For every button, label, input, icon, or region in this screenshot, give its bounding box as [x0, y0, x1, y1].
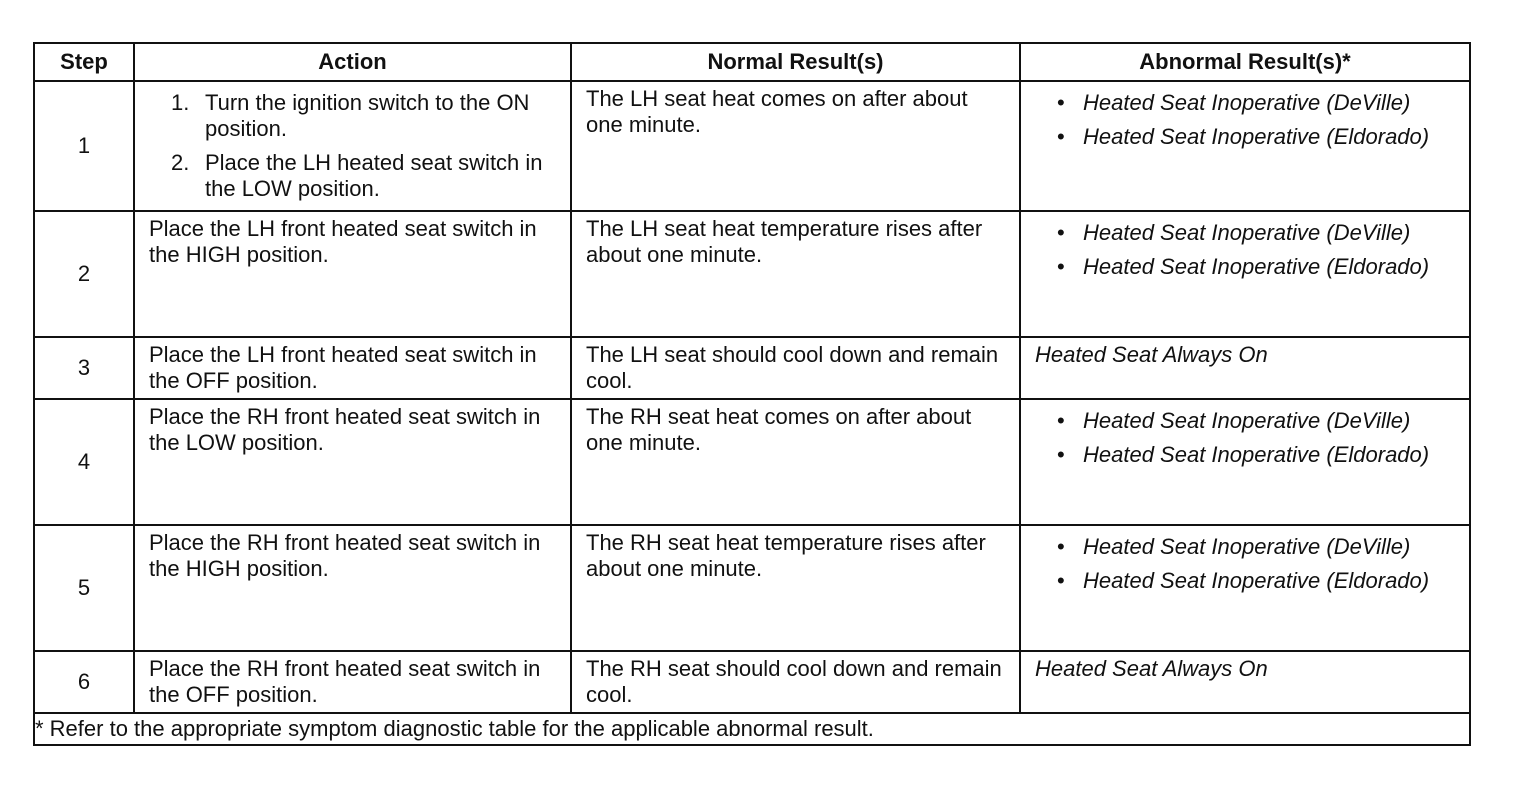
table-row [34, 399, 1470, 525]
action-text: Place the RH front heated seat switch in the OFF position. [149, 656, 541, 707]
diagnostic-table [33, 42, 1471, 746]
abnormal-result-cell [1020, 651, 1470, 713]
table-row [34, 81, 1470, 211]
abnormal-link-text: Heated Seat Inoperative (Eldorado) [1083, 124, 1430, 149]
normal-result-cell [571, 651, 1020, 713]
abnormal-list-item [1057, 534, 1459, 560]
header-step: Step [34, 43, 134, 81]
footnote: * Refer to the appropriate symptom diagnostic table for the applicable abnormal result. [34, 713, 1470, 745]
abnormal-list-item [1057, 408, 1459, 434]
normal-result-cell [571, 399, 1020, 525]
table-row [34, 651, 1470, 713]
header-normal-results: Normal Result(s) [571, 43, 1020, 81]
step-number: 5 [34, 525, 134, 651]
abnormal-link-text: Heated Seat Inoperative (Eldorado) [1083, 442, 1430, 467]
abnormal-list-item [1057, 220, 1459, 246]
normal-result-text: The LH seat should cool down and remain cool. [586, 342, 999, 393]
abnormal-result-cell [1020, 337, 1470, 399]
item-text: Place the LH heated seat switch in the LOW position. [205, 150, 543, 201]
abnormal-link-text: Heated Seat Inoperative (DeVille) [1083, 220, 1411, 245]
abnormal-list-item [1057, 568, 1459, 594]
item-number: 2. [171, 150, 190, 175]
step-number: 3 [34, 337, 134, 399]
action-list-item [171, 150, 560, 202]
abnormal-link-text: Heated Seat Always On [1035, 342, 1268, 367]
bullet-icon: • [1057, 254, 1065, 279]
table-row [34, 211, 1470, 337]
action-text: Place the LH front heated seat switch in the OFF position. [149, 342, 537, 393]
abnormal-link-text: Heated Seat Always On [1035, 656, 1268, 681]
abnormal-link-text: Heated Seat Inoperative (DeVille) [1083, 408, 1411, 433]
abnormal-list-item [1057, 254, 1459, 280]
action-cell [134, 81, 571, 211]
header-abnormal-results: Abnormal Result(s)* [1020, 43, 1470, 81]
abnormal-list [1021, 212, 1469, 284]
normal-result-text: The RH seat heat temperature rises after about one minute. [586, 530, 986, 581]
bullet-icon: • [1057, 534, 1065, 559]
abnormal-result-cell [1020, 399, 1470, 525]
abnormal-list-item [1057, 442, 1459, 468]
abnormal-result-cell [1020, 525, 1470, 651]
bullet-icon: • [1057, 220, 1065, 245]
item-text: Turn the ignition switch to the ON position. [205, 90, 530, 141]
table-row [34, 337, 1470, 399]
normal-result-cell [571, 81, 1020, 211]
action-list-item [171, 90, 560, 142]
bullet-icon: • [1057, 90, 1065, 115]
abnormal-link-text: Heated Seat Inoperative (DeVille) [1083, 90, 1411, 115]
action-text: Place the LH front heated seat switch in the HIGH position. [149, 216, 537, 267]
abnormal-link-text: Heated Seat Inoperative (DeVille) [1083, 534, 1411, 559]
normal-result-cell [571, 525, 1020, 651]
action-text: Place the RH front heated seat switch in the HIGH position. [149, 530, 541, 581]
step-number: 2 [34, 211, 134, 337]
abnormal-list [1021, 400, 1469, 472]
normal-result-cell [571, 337, 1020, 399]
step-number: 6 [34, 651, 134, 713]
normal-result-text: The RH seat should cool down and remain cool. [586, 656, 1002, 707]
abnormal-link-text: Heated Seat Inoperative (Eldorado) [1083, 254, 1430, 279]
bullet-icon: • [1057, 442, 1065, 467]
action-text: Place the RH front heated seat switch in the LOW position. [149, 404, 541, 455]
action-list [135, 82, 570, 206]
action-cell [134, 525, 571, 651]
item-number: 1. [171, 90, 190, 115]
abnormal-list-item [1057, 124, 1459, 150]
header-row [34, 43, 1470, 81]
footnote-row [34, 713, 1470, 745]
action-cell [134, 337, 571, 399]
step-number: 1 [34, 81, 134, 211]
abnormal-result-cell [1020, 81, 1470, 211]
header-action: Action [134, 43, 571, 81]
normal-result-text: The LH seat heat temperature rises after about one minute. [586, 216, 983, 267]
action-cell [134, 651, 571, 713]
abnormal-list [1021, 526, 1469, 598]
normal-result-cell [571, 211, 1020, 337]
table-row [34, 525, 1470, 651]
abnormal-result-cell [1020, 211, 1470, 337]
abnormal-list-item [1057, 90, 1459, 116]
action-cell [134, 211, 571, 337]
action-cell [134, 399, 571, 525]
abnormal-link-text: Heated Seat Inoperative (Eldorado) [1083, 568, 1430, 593]
normal-result-text: The LH seat heat comes on after about one minute. [586, 86, 968, 137]
step-number: 4 [34, 399, 134, 525]
bullet-icon: • [1057, 568, 1065, 593]
bullet-icon: • [1057, 124, 1065, 149]
bullet-icon: • [1057, 408, 1065, 433]
abnormal-list [1021, 82, 1469, 154]
normal-result-text: The RH seat heat comes on after about one minute. [586, 404, 972, 455]
